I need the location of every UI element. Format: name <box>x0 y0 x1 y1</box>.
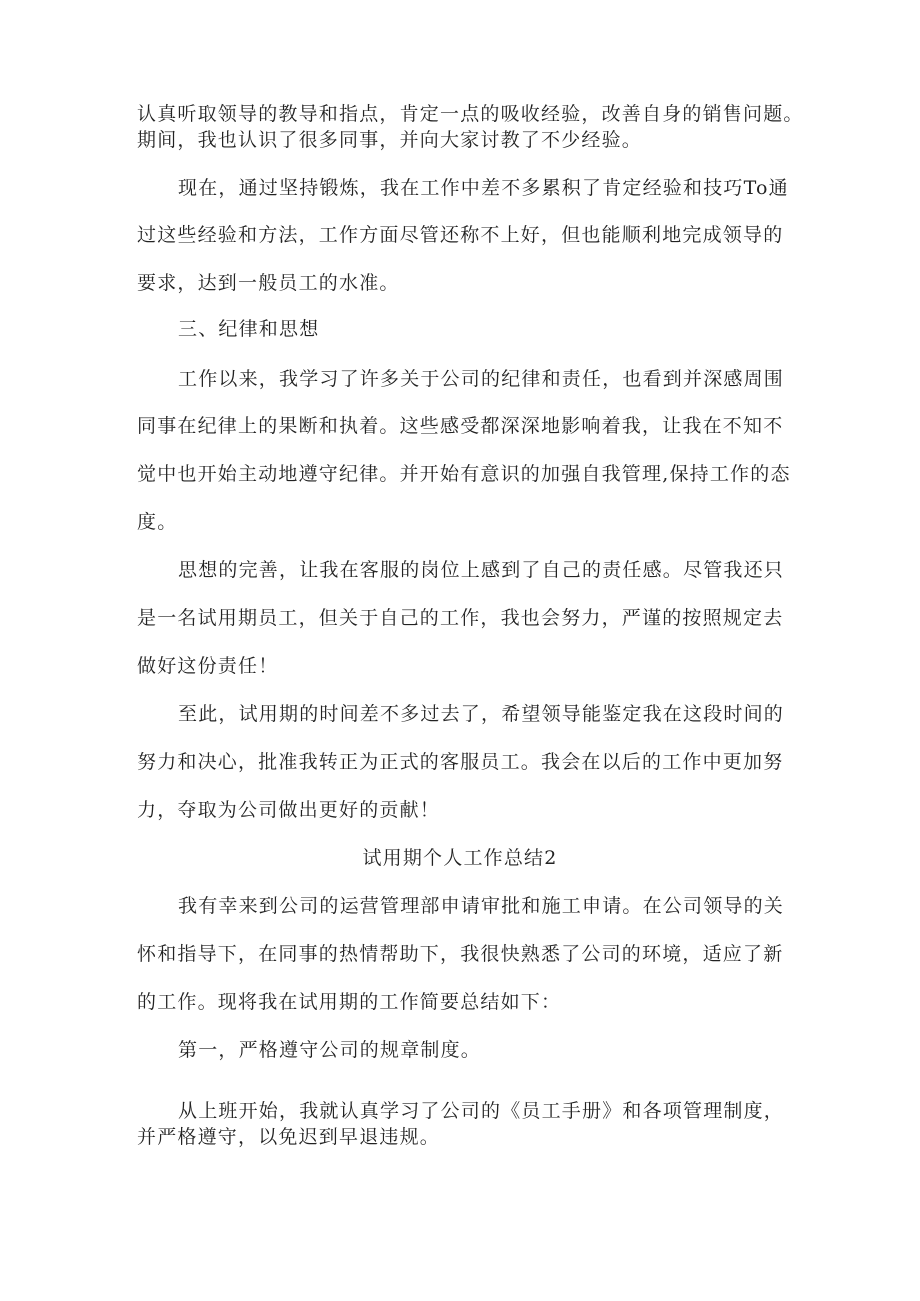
text-line-7: 工作以来，我学习了许多关于公司的纪律和责任，也看到并深感周围 <box>178 368 785 390</box>
text-line-16: 力，夺取为公司做出更好的贡献！ <box>137 799 441 821</box>
text-line-14: 至此，试用期的时间差不多过去了，希望领导能鉴定我在这段时间的 <box>178 703 785 725</box>
text-line-13: 做好这份责任！ <box>137 655 279 677</box>
text-line-19: 怀和指导下，在同事的热情帮助下，我很快熟悉了公司的环境，适应了新 <box>137 943 784 965</box>
text-line-8: 同事在纪律上的果断和执着。这些感受都深深地影响着我，让我在不知不 <box>137 415 784 437</box>
text-line-2: 期间，我也认识了很多同事，并向大家讨教了不少经验。 <box>137 129 643 151</box>
text-line-10: 度。 <box>137 511 178 533</box>
text-line-23: 并严格遵守，以免迟到早退违规。 <box>137 1126 441 1148</box>
text-line-21: 第一，严格遵守公司的规章制度。 <box>178 1039 482 1061</box>
text-line-12: 是一名试用期员工，但关于自己的工作，我也会努力，严谨的按照规定去 <box>137 607 784 629</box>
text-line-1: 认真听取领导的教导和指点，肯定一点的吸收经验，改善自身的销售问题。 <box>137 103 804 125</box>
text-line-5: 要求，达到一般员工的水准。 <box>137 272 400 294</box>
text-line-20: 的工作。现将我在试用期的工作简要总结如下： <box>137 991 562 1013</box>
section-heading-discipline: 三、纪律和思想 <box>178 318 320 340</box>
text-line-11: 思想的完善，让我在客服的岗位上感到了自己的责任感。尽管我还只 <box>178 559 785 581</box>
text-line-18: 我有幸来到公司的运营管理部申请审批和施工申请。在公司领导的关 <box>178 895 785 917</box>
text-line-22: 从上班开始，我就认真学习了公司的《员工手册》和各项管理制度， <box>178 1100 785 1122</box>
text-line-3: 现在，通过坚持锻炼，我在工作中差不多累积了肯定经验和技巧To通 <box>178 177 789 199</box>
text-line-15: 努力和决心，批准我转正为正式的客服员工。我会在以后的工作中更加努 <box>137 751 784 773</box>
section-title-summary-2: 试用期个人工作总结2 <box>362 847 558 869</box>
text-line-4: 过这些经验和方法，工作方面尽管还称不上好，但也能顺利地完成领导的 <box>137 224 784 246</box>
text-line-9: 觉中也开始主动地遵守纪律。并开始有意识的加强自我管理,保持工作的态 <box>137 463 791 485</box>
